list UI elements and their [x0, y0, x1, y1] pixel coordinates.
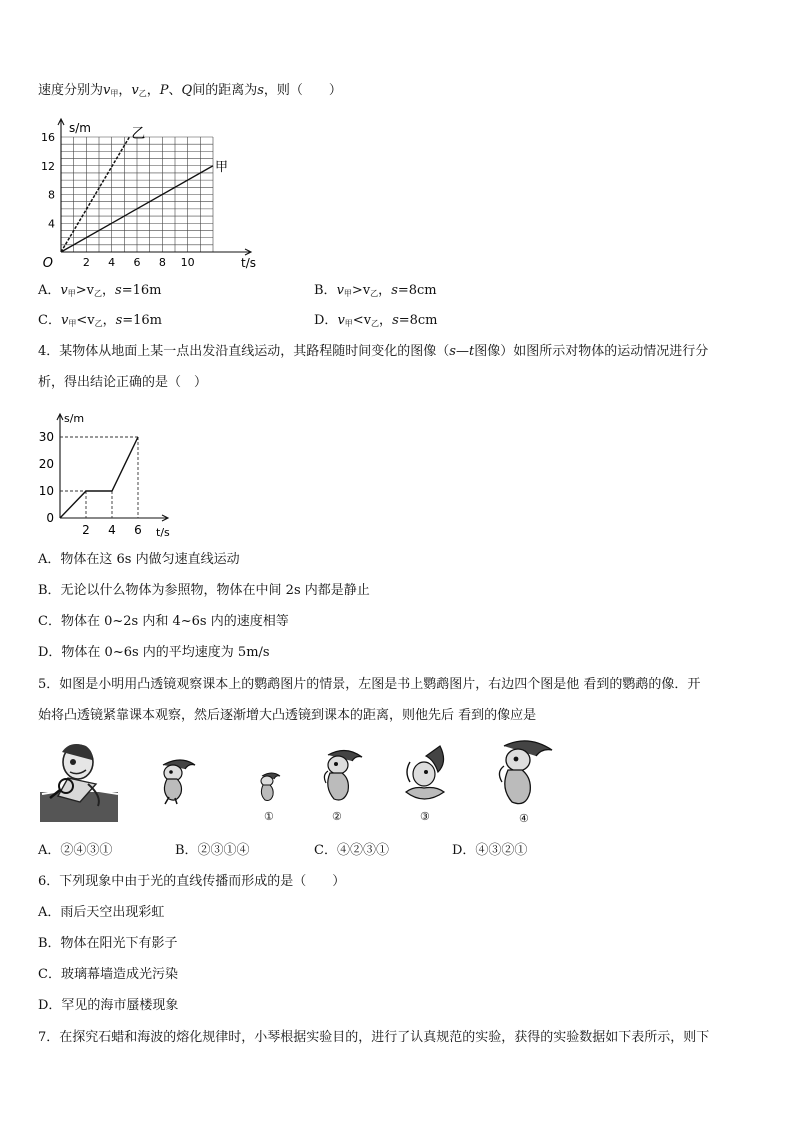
sub-jia: 甲 — [344, 319, 353, 328]
q3-P: P — [159, 83, 169, 98]
s-symbol: s — [392, 313, 399, 328]
y-tick-label: 10 — [38, 484, 54, 498]
q3-stem — [38, 82, 342, 103]
value: =8cm — [397, 283, 437, 298]
y-tick-label: 4 — [48, 217, 55, 231]
q5-parrot-image-2 — [318, 747, 366, 805]
q3-dun: 、 — [168, 83, 182, 98]
sub-jia: 甲 — [67, 289, 76, 298]
v-symbol: v — [336, 283, 344, 298]
y-tick-label: 30 — [38, 430, 54, 444]
y-tick-label: 12 — [41, 159, 55, 173]
sub-yi: 乙 — [371, 319, 380, 328]
y-tick-label: 8 — [48, 188, 55, 202]
q5-option-c[interactable]: C．④②③① — [314, 843, 389, 858]
comma: ， — [102, 283, 116, 298]
q3-stem-prefix: 速度分别为 — [38, 83, 104, 98]
origin-label: O — [42, 256, 53, 271]
compare: >v — [351, 283, 371, 298]
x-tick-label: 2 — [82, 523, 90, 537]
v-symbol: v — [60, 283, 68, 298]
x-tick-label: 6 — [133, 256, 141, 269]
q3-sub-yi: 乙 — [138, 89, 147, 98]
q4-stem-dash: — — [455, 344, 469, 359]
q5-label-3: ③ — [420, 810, 430, 823]
x-tick-label: 2 — [82, 256, 90, 269]
x-axis-label: t/s — [156, 526, 170, 539]
series-label-yi: 乙 — [131, 126, 146, 142]
q5-parrot-original-image — [155, 757, 199, 805]
option-label: C． — [38, 313, 61, 328]
q4-option-c[interactable]: C．物体在 0~2s 内和 4~6s 内的速度相等 — [38, 614, 289, 629]
q6-option-b[interactable]: B．物体在阳光下有影子 — [38, 936, 178, 951]
v-symbol: v — [60, 313, 69, 328]
sub-yi: 乙 — [370, 289, 379, 298]
y-tick-label: 0 — [46, 511, 54, 525]
sub-jia: 甲 — [68, 319, 77, 328]
x-axis-label: t/s — [241, 256, 256, 270]
q5-option-b[interactable]: B．②③①④ — [175, 843, 250, 858]
q4-stem-a: 4．某物体从地面上某一点出发沿直线运动，其路程随时间变化的图像（ — [38, 344, 450, 359]
option-label: B． — [314, 283, 337, 298]
q6-option-d[interactable]: D．罕见的海市蜃楼现象 — [38, 998, 179, 1013]
y-tick-label: 20 — [38, 457, 54, 471]
y-tick-label: 16 — [41, 131, 55, 144]
q5-label-2: ② — [332, 810, 342, 823]
s-symbol: s — [115, 283, 122, 298]
q5-option-d[interactable]: D．④③②① — [452, 843, 528, 858]
q3-option-a[interactable] — [38, 282, 161, 303]
q3-option-b[interactable] — [314, 282, 437, 303]
q4-stem-line2: 析，得出结论正确的是（ ） — [38, 375, 208, 390]
x-tick-label: 8 — [158, 256, 166, 269]
value: =16m — [121, 283, 162, 298]
comma: ， — [102, 313, 116, 328]
q4-stem-b: 图像）如图所示对物体的运动情况进行分 — [474, 344, 709, 359]
q5-stem-line1: 5．如图是小明用凸透镜观察课本上的鹦鹉图片的情景，左图是书上鹦鹉图片，右边四个图是他 看到的鹦鹉的像．开 — [38, 677, 701, 692]
y-axis-label: s/m — [64, 412, 85, 425]
x-tick-label: 4 — [108, 523, 116, 537]
q4-stem-t: t — [468, 344, 475, 359]
q5-label-1: ① — [264, 810, 274, 823]
q4-option-b[interactable]: B．无论以什么物体为参照物，物体在中间 2s 内都是静止 — [38, 583, 370, 598]
q3-st-chart — [30, 110, 270, 270]
option-label: A． — [38, 283, 61, 298]
comma: ， — [379, 313, 393, 328]
q3-option-c[interactable] — [38, 312, 162, 333]
q3-dist-text: 间的距离为 — [192, 83, 258, 98]
compare: <v — [76, 313, 95, 328]
option-label: D． — [314, 313, 338, 328]
q3-stem-end: ，则（ ） — [263, 83, 342, 98]
q5-label-4: ④ — [519, 812, 529, 825]
x-tick-label: 4 — [108, 256, 116, 269]
q5-stem-line2: 始将凸透镜紧靠课本观察，然后逐渐增大凸透镜到课本的距离，则他先后 看到的像应是 — [38, 708, 537, 723]
compare: <v — [352, 313, 372, 328]
q3-v-symbol-2: v — [131, 83, 139, 98]
s-symbol: s — [115, 313, 123, 328]
q3-v-symbol: v — [103, 83, 111, 98]
q5-option-a[interactable]: A．②④③① — [38, 843, 113, 858]
q3-Q: Q — [181, 83, 193, 98]
q5-parrot-image-4 — [494, 738, 554, 808]
y-axis-label: s/m — [69, 121, 91, 135]
sub-jia: 甲 — [343, 289, 352, 298]
x-tick-label: 10 — [180, 256, 195, 269]
series-line-st — [60, 437, 138, 518]
q3-s-symbol: s — [257, 83, 264, 98]
q3-comma: ， — [118, 83, 132, 98]
q5-parrot-image-1 — [256, 770, 282, 804]
compare: >v — [75, 283, 94, 298]
q6-option-a[interactable]: A．雨后天空出现彩虹 — [38, 905, 165, 920]
q4-stem-line1 — [38, 343, 708, 361]
q3-comma-2: ， — [146, 83, 160, 98]
q3-sub-jia: 甲 — [110, 89, 119, 98]
q6-stem: 6．下列现象中由于光的直线传播而形成的是（ ） — [38, 874, 346, 889]
s-symbol: s — [391, 283, 398, 298]
sub-yi: 乙 — [94, 289, 102, 298]
q4-option-d[interactable]: D．物体在 0~6s 内的平均速度为 5m/s — [38, 645, 270, 660]
q7-stem: 7．在探究石蜡和海波的熔化规律时，小琴根据实验目的，进行了认真规范的实验，获得的实验数据如下表所示，则下 — [38, 1030, 710, 1045]
q4-stem-s: s — [449, 344, 456, 359]
q4-option-a[interactable]: A．物体在这 6s 内做匀速直线运动 — [38, 552, 240, 567]
q6-option-c[interactable]: C．玻璃幕墙造成光污染 — [38, 967, 178, 982]
q4-st-chart — [36, 402, 186, 542]
q5-boy-with-lens-image — [40, 740, 120, 824]
q5-parrot-image-3 — [396, 742, 452, 808]
sub-yi: 乙 — [94, 319, 103, 328]
x-tick-label: 6 — [134, 523, 142, 537]
value: =16m — [122, 313, 163, 328]
comma: ， — [378, 283, 392, 298]
value: =8cm — [398, 313, 438, 328]
series-label-jia: 甲 — [215, 159, 229, 175]
q3-option-d[interactable] — [314, 312, 438, 333]
v-symbol: v — [337, 313, 345, 328]
